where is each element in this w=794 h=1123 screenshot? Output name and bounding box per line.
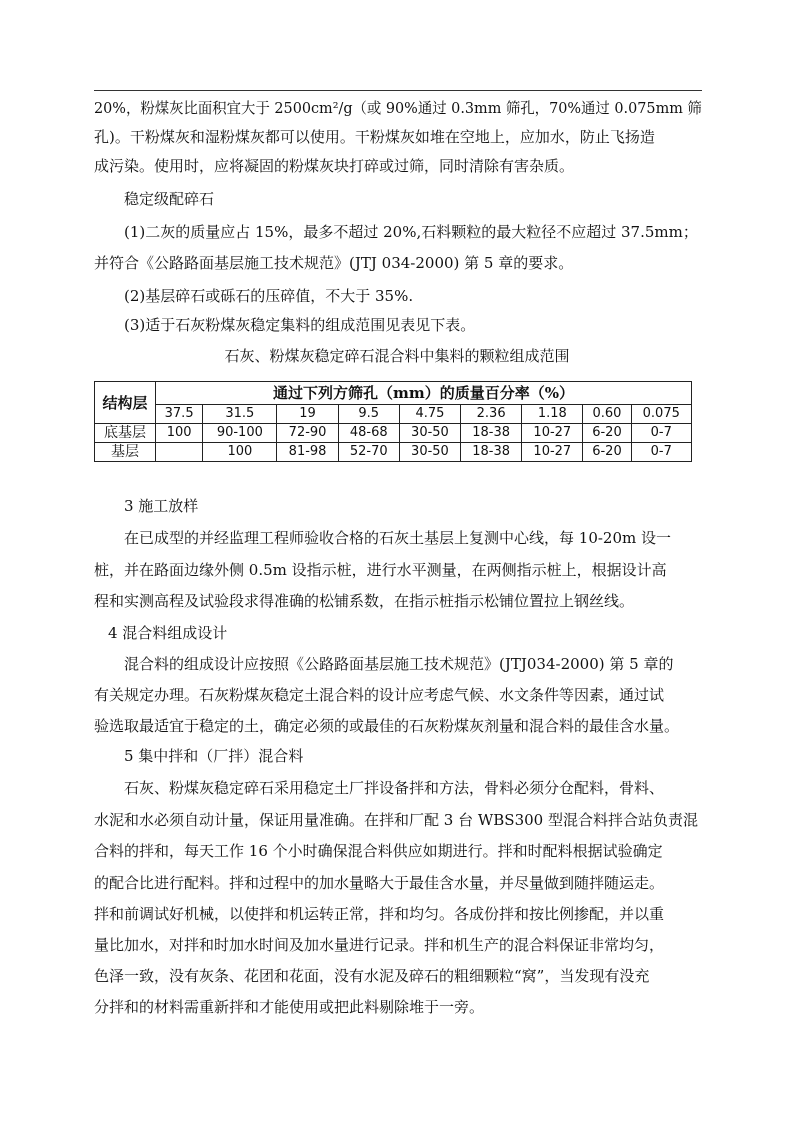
table-cell: 30-50 xyxy=(399,443,460,462)
table-cell: 6-20 xyxy=(583,424,631,443)
paragraph-line: 分拌和的材料需重新拌和才能使用或把此料剔除堆于一旁。 xyxy=(94,998,485,1016)
paragraph-line: (2)基层碎石或砾石的压碎值，不大于 35%. xyxy=(124,287,414,305)
paragraph-line: 孔)。干粉煤灰和湿粉煤灰都可以使用。干粉煤灰如堆在空地上，应加水，防止飞扬造 xyxy=(94,128,655,146)
paragraph-line: 的配合比进行配料。拌和过程中的加水量略大于最佳含水量，并尽量做到随拌随运走。 xyxy=(94,874,665,892)
sieve-size-row xyxy=(95,405,692,424)
section-heading: 稳定级配碎石 xyxy=(124,190,215,208)
table-cell: 0-7 xyxy=(631,443,691,462)
table-cell: 72-90 xyxy=(277,424,338,443)
sieve-size: 31.5 xyxy=(203,405,277,424)
sieve-size: 19 xyxy=(277,405,338,424)
paragraph-line: 合料的拌和，每天工作 16 个小时确保混合料供应如期进行。拌和时配料根据试验确定 xyxy=(94,842,663,860)
table-row xyxy=(95,443,692,462)
section-heading: 4 混合料组成设计 xyxy=(108,624,228,642)
table-cell: 90-100 xyxy=(203,424,277,443)
table-row xyxy=(95,424,692,443)
table-cell: 10-27 xyxy=(522,424,583,443)
paragraph-line: 混合料的组成设计应按照《公路路面基层施工技术规范》(JTJ034-2000) 第 5 章的 xyxy=(124,655,674,673)
gradation-table xyxy=(94,381,692,462)
paragraph-line: 桩，并在路面边缘外侧 0.5m 设指示桩，进行水平测量，在两侧指示桩上，根据设计高 xyxy=(94,561,667,579)
paragraph-line: 程和实测高程及试验段求得准确的松铺系数，在指示桩指示松铺位置拉上钢丝线。 xyxy=(94,592,635,610)
table-cell: 48-68 xyxy=(338,424,399,443)
table-header-row xyxy=(95,382,692,405)
section-heading: 3 施工放样 xyxy=(124,497,199,515)
header-rule xyxy=(94,90,702,91)
paragraph-line: 在已成型的并经监理工程师验收合格的石灰土基层上复测中心线，每 10-20m 设一 xyxy=(124,529,672,547)
table-header-label: 通过下列方筛孔（mm）的质量百分率（%） xyxy=(156,382,692,405)
paragraph-line: 验选取最适宜于稳定的土，确定必须的或最佳的石灰粉煤灰剂量和混合料的最佳含水量。 xyxy=(94,717,680,735)
table-cell: 100 xyxy=(156,424,203,443)
row-label: 基层 xyxy=(95,443,156,462)
table-caption: 石灰、粉煤灰稳定碎石混合料中集料的颗粒组成范围 xyxy=(224,347,570,365)
row-label: 底基层 xyxy=(95,424,156,443)
table-cell xyxy=(156,443,203,462)
paragraph-line: 量比加水，对拌和时加水时间及加水量进行记录。拌和机生产的混合料保证非常均匀， xyxy=(94,936,665,954)
paragraph-line: 水泥和水必须自动计量，保证用量准确。在拌和厂配 3 台 WBS300 型混合料拌合站负责混 xyxy=(94,811,698,829)
table-corner-label: 结构层 xyxy=(95,382,156,424)
table-cell: 18-38 xyxy=(461,424,522,443)
paragraph-line: 有关规定办理。石灰粉煤灰稳定土混合料的设计应考虑气候、水文条件等因素，通过试 xyxy=(94,686,665,704)
table-cell: 0-7 xyxy=(631,424,691,443)
sieve-size: 0.075 xyxy=(631,405,691,424)
sieve-size: 1.18 xyxy=(522,405,583,424)
paragraph-line: 色泽一致，没有灰条、花团和花面，没有水泥及碎石的粗细颗粒“窝”，当发现有没充 xyxy=(94,967,650,985)
paragraph-line: (3)适于石灰粉煤灰稳定集料的组成范围见表见下表。 xyxy=(124,316,476,334)
paragraph-line: 并符合《公路路面基层施工技术规范》(JTJ 034-2000) 第 5 章的要求。 xyxy=(94,254,574,272)
table-cell: 18-38 xyxy=(461,443,522,462)
table-cell: 100 xyxy=(203,443,277,462)
paragraph-line: 成污染。使用时，应将凝固的粉煤灰块打碎或过筛，同时清除有害杂质。 xyxy=(94,157,575,175)
paragraph-line: 20%，粉煤灰比面积宜大于 2500cm²/g（或 90%通过 0.3mm 筛孔，70%通过 0.075mm 筛 xyxy=(94,99,702,117)
table-cell: 30-50 xyxy=(399,424,460,443)
sieve-size: 37.5 xyxy=(156,405,203,424)
table-cell: 52-70 xyxy=(338,443,399,462)
table-cell: 10-27 xyxy=(522,443,583,462)
paragraph-line: 石灰、粉煤灰稳定碎石采用稳定土厂拌设备拌和方法，骨料必须分仓配料，骨料、 xyxy=(124,779,665,797)
paragraph-line: 拌和前调试好机械，以使拌和机运转正常，拌和均匀。各成份拌和按比例掺配，并以重 xyxy=(94,905,665,923)
section-heading: 5 集中拌和（厂拌）混合料 xyxy=(124,747,304,765)
sieve-size: 2.36 xyxy=(461,405,522,424)
sieve-size: 4.75 xyxy=(399,405,460,424)
sieve-size: 9.5 xyxy=(338,405,399,424)
table-cell: 81-98 xyxy=(277,443,338,462)
table-cell: 6-20 xyxy=(583,443,631,462)
sieve-size: 0.60 xyxy=(583,405,631,424)
paragraph-line: (1)二灰的质量应占 15%，最多不超过 20%,石料颗粒的最大粒径不应超过 37.5mm； xyxy=(124,223,698,241)
